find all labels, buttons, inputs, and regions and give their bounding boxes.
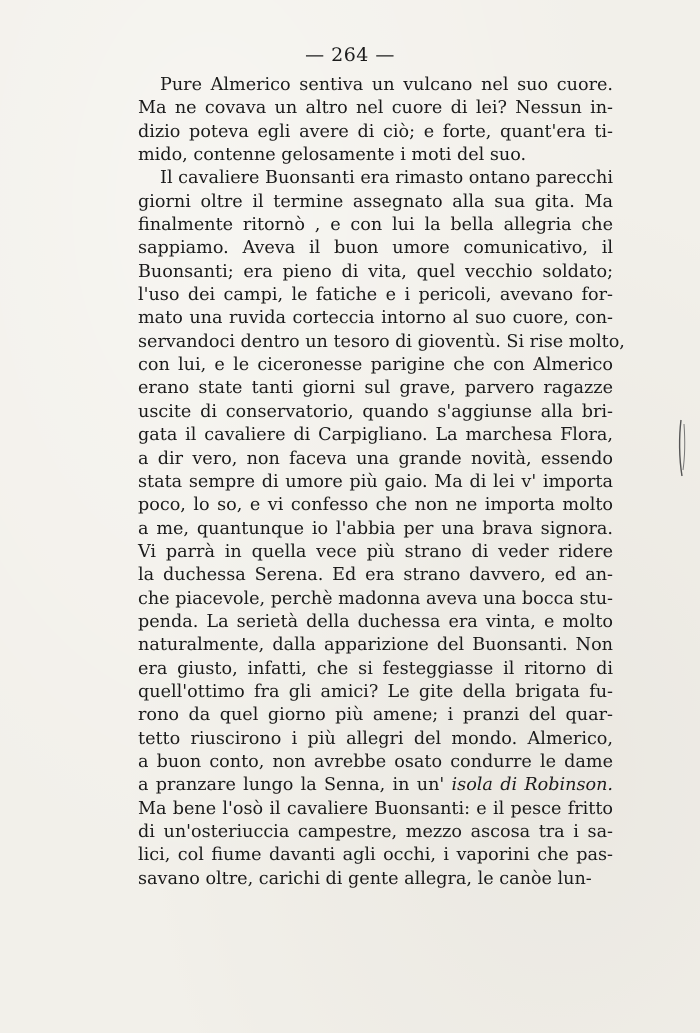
text-line-content: servandoci dentro un tesoro di gioventù. Si rise molto, — [138, 331, 625, 352]
text-line — [138, 424, 613, 447]
text-line-content: erano state tanti giorni sul grave, parvero ragazze — [138, 378, 613, 399]
text-line — [138, 377, 613, 400]
text-line-content: dizio poteva egli avere di ciò; e forte, quant'era ti- — [138, 121, 613, 142]
text-line — [138, 634, 613, 657]
text-line-content: lici, col fiume davanti agli occhi, i vaporini che pas- — [138, 845, 613, 866]
body-text — [138, 74, 625, 891]
text-line — [138, 214, 613, 237]
text-line — [138, 588, 613, 611]
text-line-content: Pure Almerico sentiva un vulcano nel suo cuore. — [160, 75, 613, 95]
text-line — [138, 518, 613, 541]
text-line-content: mato una ruvida corteccia intorno al suo cuore, con- — [138, 308, 613, 329]
text-line-content: sappiamo. Aveva il buon umore comunicativo, il — [138, 238, 613, 259]
text-line-italic: isola di Robinson. — [451, 775, 613, 796]
text-line — [138, 284, 613, 307]
text-line-content: finalmente ritornò , e con lui la bella allegria che — [138, 215, 613, 236]
text-line-content: con lui, e le ciceronesse parigine che con Almerico — [138, 355, 613, 376]
text-line-content: a me, quantunque io l'abbia per una brava signora. — [138, 518, 613, 539]
text-line-content: mido, contenne gelosamente i moti del suo. — [138, 145, 527, 166]
text-line — [138, 237, 613, 260]
text-line-content: uscite di conservatorio, quando s'aggiunse alla bri- — [138, 401, 613, 422]
text-line — [138, 97, 613, 120]
text-line-content: gata il cavaliere di Carpigliano. La marchesa Flora, — [138, 425, 613, 446]
text-line — [138, 751, 613, 774]
text-line — [138, 658, 613, 681]
text-line — [138, 564, 613, 587]
text-line — [138, 494, 613, 517]
text-line — [138, 471, 613, 494]
text-line-content: rono da quel giorno più amene; i pranzi del quar- — [138, 705, 613, 726]
text-line — [138, 611, 613, 634]
text-line — [138, 681, 613, 704]
text-line — [138, 121, 613, 144]
text-line-content: l'uso dei campi, le fatiche e i pericoli, avevano for- — [138, 285, 613, 306]
text-line — [138, 331, 625, 354]
text-line-content: poco, lo so, e vi confesso che non ne importa molto — [138, 495, 613, 516]
text-line-content: tetto riuscirono i più allegri del mondo. Almerico, — [138, 728, 613, 749]
text-line-content: a dir vero, non faceva una grande novità, essendo — [138, 448, 613, 469]
text-line-content: era giusto, infatti, che si festeggiasse il ritorno di — [138, 658, 613, 679]
text-line-content: Vi parrà in quella vece più strano di veder ridere — [138, 541, 613, 562]
text-line — [138, 191, 613, 214]
text-line — [138, 821, 613, 844]
margin-pencil-mark — [677, 418, 689, 478]
text-line-content: giorni oltre il termine assegnato alla sua gita. Ma — [138, 191, 613, 212]
text-line-content: quell'ottimo fra gli amici? Le gite della brigata fu- — [138, 681, 613, 702]
text-line — [138, 74, 613, 97]
text-line-content: penda. La serietà della duchessa era vinta, e molto — [138, 611, 613, 632]
text-line — [138, 868, 613, 891]
text-line-content: a pranzare lungo la Senna, in un' — [138, 775, 452, 796]
text-line-content: naturalmente, dalla apparizione del Buonsanti. Non — [138, 635, 613, 656]
text-line-content: la duchessa Serena. Ed era strano davvero, ed an- — [138, 565, 613, 586]
text-line — [138, 167, 613, 190]
text-line-content: a buon conto, non avrebbe osato condurre le dame — [138, 751, 613, 772]
text-line — [138, 261, 613, 284]
text-line — [138, 774, 613, 797]
text-line — [138, 307, 613, 330]
text-line — [138, 798, 613, 821]
text-line — [138, 728, 613, 751]
text-line-content: Ma bene l'osò il cavaliere Buonsanti: e il pesce fritto — [138, 798, 613, 819]
text-line-content: Il cavaliere Buonsanti era rimasto ontano parecchi — [160, 168, 613, 189]
text-line — [138, 541, 613, 564]
text-line — [138, 354, 613, 377]
page-number: — 264 — — [305, 44, 395, 66]
text-line-content: savano oltre, carichi di gente allegra, le canòe lun- — [138, 868, 592, 889]
text-line — [138, 704, 613, 727]
text-line-content: che piacevole, perchè madonna aveva una bocca stu- — [138, 588, 613, 609]
text-line-content: stata sempre di umore più gaio. Ma di lei v' importa — [138, 471, 613, 492]
text-line-content: di un'osteriuccia campestre, mezzo ascosa tra i sa- — [138, 822, 613, 842]
text-line — [138, 448, 613, 471]
text-line-content: Ma ne covava un altro nel cuore di lei? Nessun in- — [138, 98, 613, 119]
text-line — [138, 401, 613, 424]
text-line — [138, 844, 613, 867]
text-line-content: Buonsanti; era pieno di vita, quel vecchio soldato; — [138, 261, 613, 282]
text-line — [138, 144, 613, 167]
